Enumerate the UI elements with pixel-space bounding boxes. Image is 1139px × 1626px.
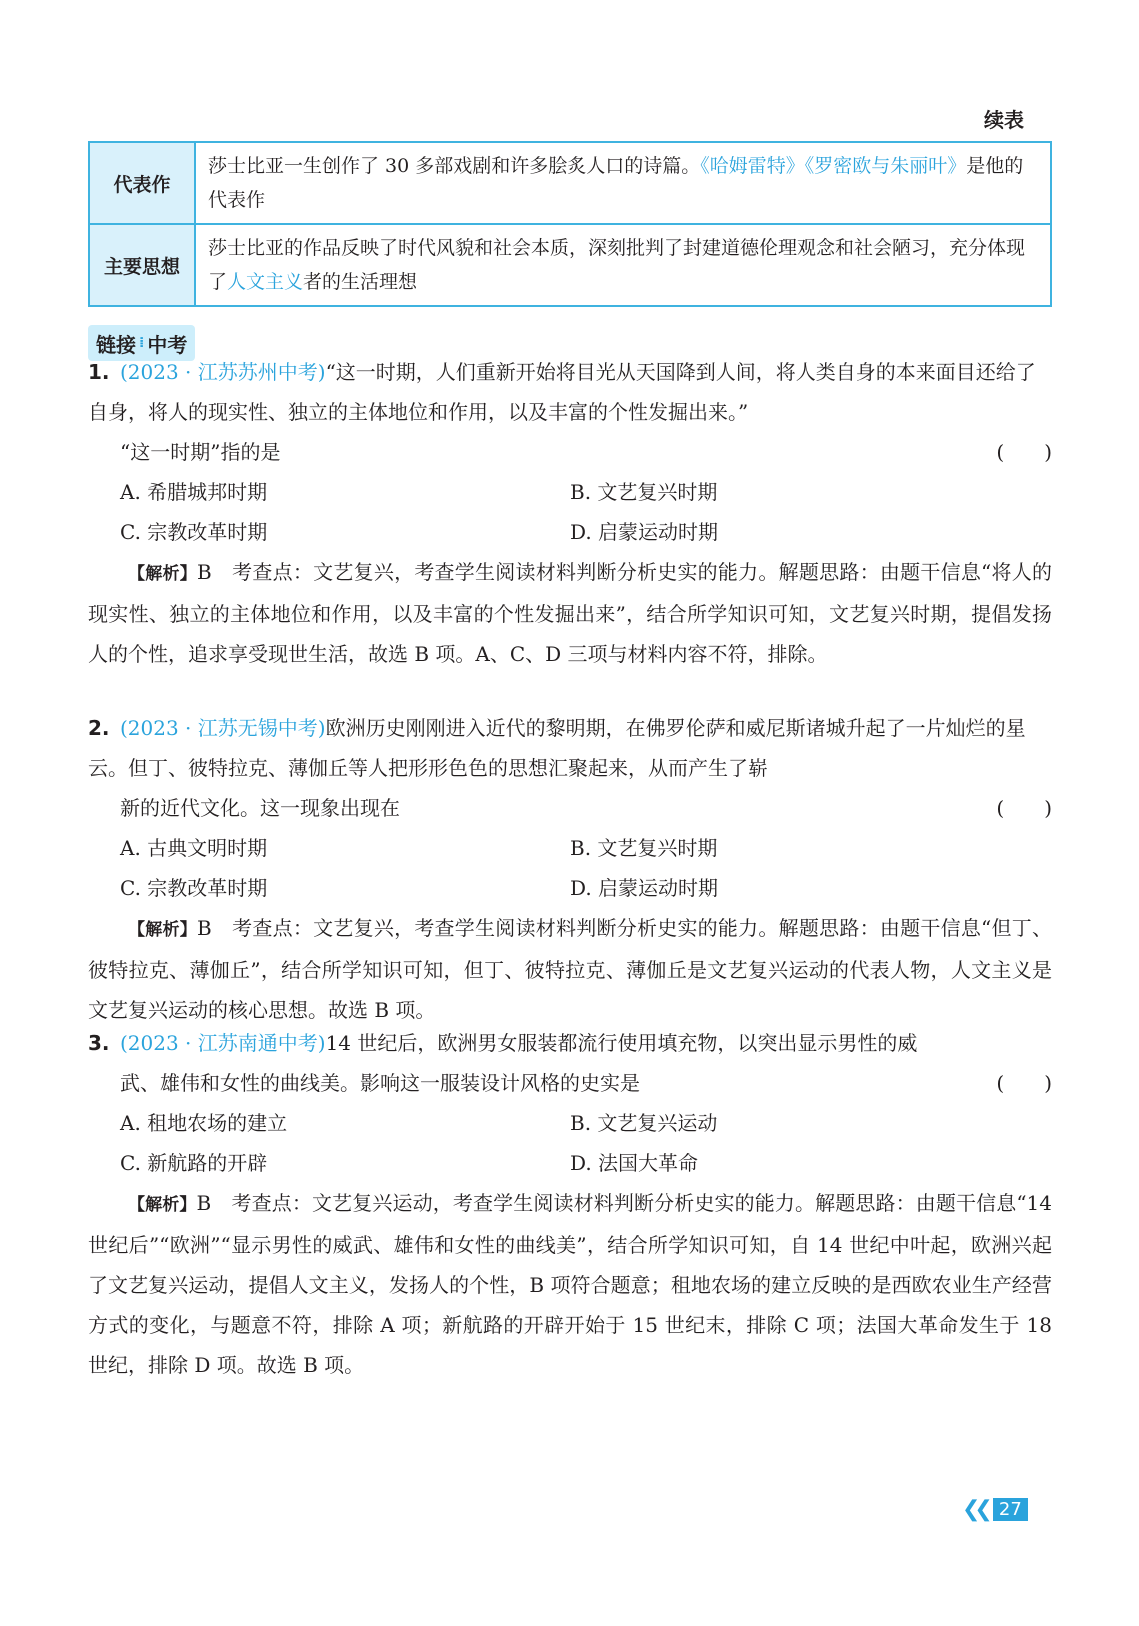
analysis-label: 【解析】 bbox=[128, 920, 197, 940]
question-source: (2023 · 江苏苏州中考) bbox=[120, 360, 326, 384]
question-source: (2023 · 江苏南通中考) bbox=[120, 1031, 326, 1055]
question-1 bbox=[88, 352, 1052, 674]
option-c: C. 宗教改革时期 bbox=[120, 876, 268, 900]
stem-text: 欧洲历史刚刚进入近代的黎明期，在佛罗伦萨和威尼斯诸城升起了一片灿烂的星云。但丁、彼特拉克、薄伽丘等人把形形色色的思想汇聚起来，从而产生了崭 bbox=[88, 716, 1026, 780]
option-a: A. 租地农场的建立 bbox=[120, 1111, 288, 1135]
question-number: 2. bbox=[88, 716, 110, 740]
table-row bbox=[89, 142, 1051, 224]
answer-blank: ( ) bbox=[996, 1071, 1052, 1095]
row-content bbox=[195, 224, 1051, 306]
analysis bbox=[88, 1183, 1052, 1385]
options bbox=[88, 472, 1052, 552]
table-row bbox=[89, 224, 1051, 306]
options bbox=[88, 828, 1052, 908]
option-d: D. 启蒙运动时期 bbox=[570, 520, 719, 544]
options bbox=[88, 1103, 1052, 1183]
option-d: D. 法国大革命 bbox=[570, 1151, 699, 1175]
page-number-value: 27 bbox=[993, 1498, 1028, 1521]
question-source: (2023 · 江苏无锡中考) bbox=[120, 716, 326, 740]
shakespeare-table bbox=[88, 141, 1052, 307]
answer-blank: ( ) bbox=[996, 440, 1052, 464]
question-3 bbox=[88, 1023, 1052, 1385]
row-label: 代表作 bbox=[89, 142, 195, 224]
option-b: B. 文艺复兴运动 bbox=[570, 1111, 718, 1135]
question-stem-end bbox=[88, 1063, 1052, 1103]
section-title-left: 链接 bbox=[96, 332, 136, 357]
option-a: A. 希腊城邦时期 bbox=[120, 480, 268, 504]
option-b: B. 文艺复兴时期 bbox=[570, 836, 718, 860]
page-number bbox=[962, 1497, 1028, 1522]
row-content bbox=[195, 142, 1051, 224]
question-number: 3. bbox=[88, 1031, 110, 1055]
stem-text: 新的近代文化。这一现象出现在 bbox=[120, 796, 400, 820]
continued-table-label: 续表 bbox=[984, 108, 1024, 132]
row-label: 主要思想 bbox=[89, 224, 195, 306]
text-segment: 是他的代表作 bbox=[208, 155, 1024, 211]
text-segment: 莎士比亚一生创作了 30 多部戏剧和许多脍炙人口的诗篇。 bbox=[208, 155, 701, 177]
analysis-label: 【解析】 bbox=[128, 564, 197, 584]
option-c: C. 宗教改革时期 bbox=[120, 520, 268, 544]
analysis-text: B 考查点：文艺复兴，考查学生阅读材料判断分析史实的能力。解题思路：由题干信息“但丁、彼特拉克、薄伽丘”，结合所学知识可知，但丁、彼特拉克、薄伽丘是文艺复兴运动的代表人物，人文主义是文艺复兴运动的核心思想。故选 B 项。 bbox=[88, 916, 1053, 1022]
question-stem bbox=[88, 708, 1052, 788]
analysis bbox=[88, 908, 1052, 1030]
option-b: B. 文艺复兴时期 bbox=[570, 480, 718, 504]
highlight-term: 人文主义 bbox=[227, 271, 304, 293]
option-c: C. 新航路的开辟 bbox=[120, 1151, 268, 1175]
option-a: A. 古典文明时期 bbox=[120, 836, 268, 860]
question-stem-end bbox=[88, 788, 1052, 828]
chevron-left-icon: ❮❮ bbox=[962, 1497, 987, 1522]
question-number: 1. bbox=[88, 360, 110, 384]
question-stem-end bbox=[88, 432, 1052, 472]
stem-text: 武、雄伟和女性的曲线美。影响这一服装设计风格的史实是 bbox=[120, 1071, 640, 1095]
chain-link-icon: ⁞ bbox=[139, 335, 145, 351]
analysis-label: 【解析】 bbox=[128, 1195, 197, 1215]
question-stem bbox=[88, 352, 1052, 432]
analysis-text: B 考查点：文艺复兴运动，考查学生阅读材料判断分析史实的能力。解题思路：由题干信息“14 世纪后”“欧洲”“显示男性的威武、雄伟和女性的曲线美”，结合所学知识可知，自 14 世纪中叶起，欧洲兴起了文艺复兴运动，提倡人文主义，发扬人的个性，B 项符合题意；租地农场的建立反映的是西欧农业生产经营方式的变化，与题意不符，排除 A 项；新航路的开辟开始于 15 世纪末，排除 C 项；法国大革命发生于 18 世纪，排除 D 项。故选 B 项。 bbox=[88, 1191, 1052, 1377]
question-2 bbox=[88, 708, 1052, 1030]
question-stem bbox=[88, 1023, 1052, 1063]
highlight-term: 《哈姆雷特》《罗密欧与朱丽叶》 bbox=[700, 155, 967, 177]
section-title-right: 中考 bbox=[147, 332, 188, 357]
text-segment: 者的生活理想 bbox=[303, 271, 418, 293]
text-segment: 莎士比亚的作品反映了时代风貌和社会本质，深刻批判了封建道德伦理观念和社会陋习，充分体现了 bbox=[208, 237, 1026, 293]
stem-text: “这一时期”指的是 bbox=[120, 440, 281, 464]
stem-text: 14 世纪后，欧洲男女服装都流行使用填充物，以突出显示男性的威 bbox=[325, 1031, 918, 1055]
answer-blank: ( ) bbox=[996, 796, 1052, 820]
analysis bbox=[88, 552, 1052, 674]
stem-text: “这一时期，人们重新开始将目光从天国降到人间，将人类自身的本来面目还给了自身，将人的现实性、独立的主体地位和作用，以及丰富的个性发掘出来。” bbox=[88, 360, 1036, 424]
option-d: D. 启蒙运动时期 bbox=[570, 876, 719, 900]
analysis-text: B 考查点：文艺复兴，考查学生阅读材料判断分析史实的能力。解题思路：由题干信息“将人的现实性、独立的主体地位和作用，以及丰富的个性发掘出来”，结合所学知识可知，文艺复兴时期，提倡发扬人的个性，追求享受现世生活，故选 B 项。A、C、D 三项与材料内容不符，排除。 bbox=[88, 560, 1053, 666]
